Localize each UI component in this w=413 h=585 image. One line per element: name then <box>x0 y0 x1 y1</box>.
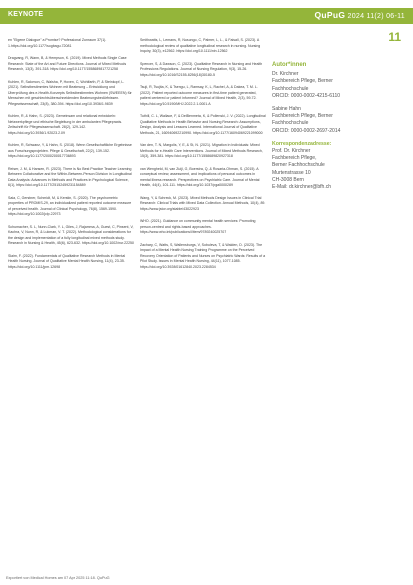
reference-entry: van Wengheld, M, van Zuijl, G, Boerstra, Q, & Rosaria-Ohman, S. (2015). A conceptual review, assessment, and implications of personal outcomes in mental illness research. Perspectives on Psychiatric Care. Journal of Mental Health, 44(4), 101-111. https://doi.org/10.1037/pga0000289 <box>140 166 260 187</box>
reference-entry: Smithwatts, L, Lemans, R, Nusungo, C, Palmer, L, L., & Faisall, S. (2023). A methodological review of qualitative longitudinal research in nursing. Nursing Inquiry, 30(3), e12562. https://doi.org/10.1111/nin.12562 <box>140 38 261 53</box>
contact-street: Murtenstrasse 10 <box>272 169 311 176</box>
references-left-column <box>8 38 134 277</box>
author-2-orcid: ORCID: 0000-0002-2697-2014 <box>272 127 341 134</box>
header-bar <box>0 8 413 24</box>
contact-heading: Korrespondenzadresse: <box>272 140 332 147</box>
author-1-affiliation: Fachbereich Pflege, Berner <box>272 78 333 85</box>
references-middle-column <box>140 38 266 277</box>
reference-entry: Van den, T. N, Margolis, Y, E, & St, N. (2021). Migration in Individuals: Mixed Methods for e-Health Care Interventions. Journal of Mixed Methods Research, 15(3), 359-381. https://doi.org/10.1177/1558689820927318 <box>140 143 263 158</box>
export-footer: Exportiert von Medical Homes am 07 Apr 2025 11:18. QuPuG <box>6 576 110 580</box>
journal-name: QuPuG <box>314 10 346 20</box>
author-sidebar <box>272 62 406 191</box>
contact-city: CH-3008 Bern <box>272 176 304 183</box>
page-number: 11 <box>388 30 401 44</box>
contact-institution: Berner Fachhochschule <box>272 162 325 169</box>
author-1-affiliation-2: Fachhochschule <box>272 85 309 92</box>
author-2-affiliation-2: Fachhochschule <box>272 120 309 127</box>
reference-entry: en "Eigene Dialogue" a Promise? Professional Zunraum 37(1). 1.https://doi.org/10.1177/sogbagu.72081 <box>8 38 107 48</box>
reference-entry: Schumacher, S. L, Nunn-Clark, Y. L, Giles, J, Rajamma, A, Guest, C, Pinsent, V, Kachra, V, Nunn, R, & Lukman, V. T. (2022). Methodological considerations for the design and implementation of a fully longitudinal mixed methods study. Research in Nursing & Health, 45(6), 623-632. https://doi.org/10.1002/nur.22250 <box>8 224 134 245</box>
reference-entry: Kuhlen, R, Schwanz, Y, & Hahn, S. (2018). Wenn Gesellschaftliche Ergebnisse aus Forschungsprojekten. Pflege & Gesellschaft, 22(2), 139-152. https://doi.org/10.1177/2000200017736893 <box>8 143 132 158</box>
contact-name: Prof. Dr. Kirchner <box>272 148 311 155</box>
reference-entry: WHO. (2021). Guidance on community mental health services: Promoting person-centred and rights-based approaches. https://www.who.int/publications/i/item/9789240025707 <box>140 219 256 234</box>
reference-entry: Kuhlen, R, & Hahn, S. (2023). Gemeinsam und relational entwickeln: Netzwerkpflege und ethische Begleitung in der ambulanten Pflegepraxis. Zeitschrift für Pflegewissenschaft. 28(2), 129-142. https://doi.org/10.3936/1.92023.2.09 <box>8 114 123 135</box>
author-1-name: Dr. Kirchner <box>272 71 299 78</box>
author-1-orcid: ORCID: 0000-0002-4215-6110 <box>272 92 341 99</box>
reference-entry: Slaim, F. (2022). Fundamentals of Qualitative Research Methods in Mental Health Nursing. Journal of Qualitative Mental Health Nursing, 11(4), 23-35. https://doi.org/10.1111/jpm.12698 <box>8 253 126 269</box>
reference-entry: Dragvang, R, Wann, B, & Hempson, K. (2019). Mixed Methods Single Case Research: State of the Art and Future Directions. Journal of Mixed Methods Research, 13(3), 391-318. https://doi.org/10.1177/1558689817721258 <box>8 56 127 71</box>
reference-entry: Kuhlen, R, Salomon, C, Walsha, P, Hoven, C, Wohlfarth, P, & Steinkopf, L. (2021). Selbstbestimmtes Wohnen mit Beatmung – Entwicklung und Überprüfung des e-Health-Konzepts Selbstbestimmtes Wohnen (SWEEEN) für Menschen mit geschlechtsüberschneidenden Beatmungsbedürfnissen. Pflegewissenschaft, 23(8), 380-394. https://doi.org/10.3936/1.9839 <box>8 79 132 106</box>
contact-department: Fachbereich Pflege, <box>272 155 317 162</box>
reference-entry: Tuthill, C. L, Wallace, F, & DelBenmeta, K, & Pollenski, J. V. (2022). Longitudinal Qualitative Methods in Health Behavior and Nursing Research: Assumptions, Design, Analysis and Lessons Learned. International Journal of Qualitative Methods, 21, 160940692210990. https://doi.org/10.1177/16094069221099000 <box>140 114 266 135</box>
authors-heading: Autor*innen <box>272 62 307 68</box>
section-label: KEYNOTE <box>8 11 44 18</box>
reference-entry: Reiser, J. M, & Hansen, R. (2023). There is No Best Practice Teacher Learning Between Collaborative and the Within-Between-Person Division in Longitudinal Data Analysis: Advances in Methods and Practices in Psychological Science, 6(1), https://doi.org/10.1177/25152459231154889 <box>8 166 132 187</box>
author-2-affiliation: Fachbereich Pflege, Berner <box>272 113 333 120</box>
journal-title <box>315 10 406 20</box>
reference-entry: Tsuji, R, Tsujita, K, & Tsengu, L, Ramsay, K, L, Rachel, A, & Dakea, T. M. L. (2022). Patient reported outcome measures in first-time patient generated, patient centered or patient informed? Journal of Mixed Health, 2(3), 59-72. https://doi.org/10.5190/MHJ.2022.2.1.0001.A <box>140 85 258 106</box>
reference-entry: Zachary, C, Watts, S, Wallensburgs, V, Sobuleva, T, & Walden, D. (2023). The Impact of a Mental Health Nursing Training Programme on the Perceived Recovery Orientation of Patients and Nurses on Psychiatric Wards: Results of a Pilot Study. Issues in Mental Health Nursing, 44(11), 1077-1085. https://doi.org/10.3928/01612840.2023.2284534 <box>140 242 266 269</box>
reference-entry: Saia, C, Gerstner, Schmidt, M, & Kerstin, S. (2020). The psychometric properties of PROMIS-29, an individualized patient reported outcome measure of perceived health. Journal of Clinical Psychology, 76(8), 1569-1590. https://doi.org/10.1002/jclp.22973 <box>8 195 132 216</box>
reference-entry: Spencer, S, & Dawson, C. (2023). Qualitative Research in Nursing and Health Professions Regulations. Journal of Nursing Regulation, 9(3), 15-26. https://doi.org/10.1016/S2155-8256(18)30180-5 <box>140 61 263 77</box>
author-2-name: Sabine Hahn <box>272 106 301 113</box>
journal-issue: 2024 11(2) 06-11 <box>345 13 405 20</box>
contact-email[interactable]: E-Mail: dr.kirchner@bfh.ch <box>272 184 331 191</box>
reference-entry: Wang, Y, & Schreck, M. (2023). Mixed Methods Design Issues in Clinical Trial Research: Clinical Trials with Mixed Data Collection. Annual Methods, 10(4), 89. https://www.jstor.org/stable/43022923 <box>140 195 266 211</box>
